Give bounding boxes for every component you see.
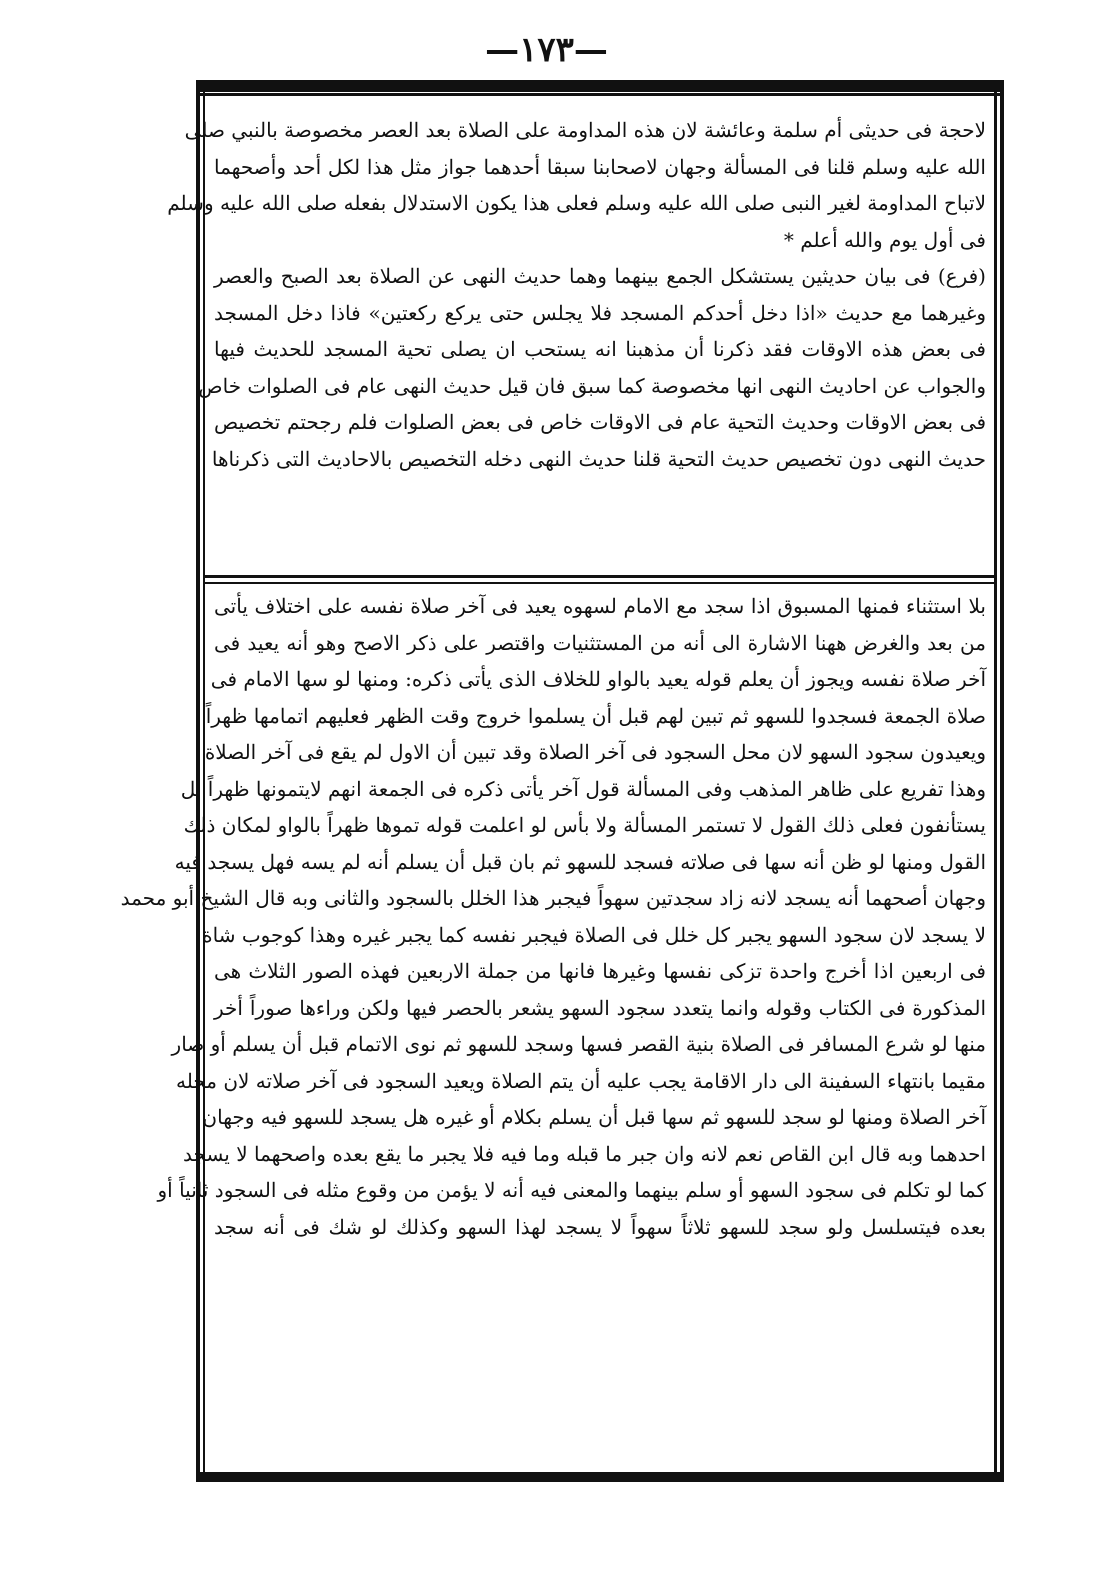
text-line: والجواب عن احاديث النهى انها مخصوصة كما سبق فان قيل حديث النهى عام فى الصلوات خاص — [198, 373, 986, 398]
page-number: —١٧٣— — [485, 30, 608, 70]
frame-bottom-border — [196, 1472, 1004, 1482]
text-line: كما لو تكلم فى سجود السهو أو سلم بينهما والمعنى فيه أنه لا يؤمن من وقوع مثله فى السجود ثانياً أو — [157, 1178, 986, 1202]
text-line: احدهما وبه قال ابن القاص نعم لانه وان جبر ما قبله وما فيه فلا يجبر ما يقع بعده واصحهما لا يسجد — [183, 1141, 986, 1166]
text-line: القول ومنها لو ظن أنه سها فى صلاته فسجد للسهو ثم بان قبل أن يسلم أنه لم يسه فهل يسجد فيه — [174, 849, 986, 874]
text-line: وغيرهما مع حديث «اذا دخل أحدكم المسجد فلا يجلس حتى يركع ركعتين» فاذا دخل المسجد — [214, 300, 986, 325]
text-line: صلاة الجمعة فسجدوا للسهو ثم تبين لهم قبل أن يسلموا خروج وقت الظهر فعليهم اتمامها ظهراً — [205, 703, 986, 728]
text-line: فى اربعين اذا أخرج واحدة تزكى نفسها وغيرها فانها من جملة الاربعين فهذه الصور الثلاث هى — [214, 959, 986, 983]
text-line: (فرع) فى بيان حديثين يستشكل الجمع بينهما وهما حديث النهى عن الصلاة بعد الصبح والعصر — [214, 264, 986, 288]
section-divider-thin — [205, 582, 995, 584]
text-line: آخر الصلاة ومنها لو سجد للسهو ثم سها قبل أن يسلم بكلام أو غيره هل يسجد للسهو فيه وجهان — [202, 1105, 986, 1129]
text-line: يستأنفون فعلى ذلك القول لا تستمر المسألة ولا بأس لو اعلمت قوله تموها ظهراً بالواو لمكان ذلك — [183, 813, 986, 837]
section-divider — [205, 575, 995, 578]
text-line: آخر صلاة نفسه ويجوز أن يعلم قوله يعيد بالواو للخلاف الذى يأتى ذكره: ومنها لو سها الامام فى — [210, 667, 986, 691]
text-line: الله عليه وسلم قلنا فى المسألة وجهان لاصحابنا سبقا أحدهما جواز مثل هذا لكل أحد وأصحهما — [214, 154, 986, 179]
frame-top-border — [196, 80, 1004, 92]
text-line: وهذا تفريع على ظاهر المذهب وفى المسألة قول آخر يأتى ذكره فى الجمعة انهم لايتمونها ظهراً بل — [180, 776, 986, 801]
frame-right-inner-border — [994, 92, 997, 1476]
text-line: لاتباح المداومة لغير النبى صلى الله عليه وسلم فعلى هذا يكون الاستدلال بفعله صلى الله عليه وسلم — [167, 191, 986, 215]
text-line: بلا استثناء فمنها المسبوق اذا سجد مع الامام لسهوه يعيد فى آخر صلاة نفسه على اختلاف يأتى — [214, 594, 986, 618]
text-line: لا يسجد لان سجود السهو يجبر كل خلل فى الصلاة فيجبر نفسه كما يجبر غيره وهذا كوجوب شاة — [202, 922, 986, 947]
text-line: فى أول يوم والله أعلم * — [783, 227, 986, 252]
text-line: فى بعض الاوقات وحديث التحية عام فى الاوقات خاص فى بعض الصلوات فلم رجحتم تخصيص — [214, 410, 986, 434]
text-line: حديث النهى دون تخصيص حديث التحية قلنا حديث النهى دخله التخصيص بالاحاديث التى ذكرناها — [211, 446, 986, 471]
text-line: ويعيدون سجود السهو لان محل السجود فى آخر الصلاة وقد تبين أن الاول لم يقع فى آخر الصلاة — [204, 740, 986, 764]
frame-top-inner-border — [196, 93, 1004, 96]
text-line: وجهان أصحهما أنه يسجد لانه زاد سجدتين سهواً فيجبر هذا الخلل بالسجود والثانى وبه قال الشيخ أبو محمد — [120, 886, 986, 910]
lower-text-block — [120, 588, 986, 1245]
text-line: منها لو شرع المسافر فى الصلاة بنية القصر فسها وسجد للسهو ثم نوى الاتمام قبل أن يسلم أو صار — [171, 1032, 986, 1056]
text-line: من بعد والغرض ههنا الاشارة الى أنه من المستثنيات واقتصر على ذكر الاصح وهو أنه يعيد فى — [214, 630, 986, 655]
text-line: لاحجة فى حديثى أم سلمة وعائشة لان هذه المداومة على الصلاة بعد العصر مخصوصة بالنبي صلى — [184, 118, 986, 142]
text-line: فى بعض هذه الاوقات فقد ذكرنا أن مذهبنا انه يستحب ان يصلى تحية المسجد للحديث فيها — [214, 337, 986, 361]
text-line: المذكورة فى الكتاب وقوله وانما يتعدد سجود السهو يشعر بالحصر فيها ولكن وراءها صوراً أخر — [214, 995, 986, 1020]
text-line: مقيما بانتهاء السفينة الى دار الاقامة يجب عليه أن يتم الصلاة ويعيد السجود فى آخر صلاته لان محله — [176, 1068, 986, 1093]
upper-text-block — [167, 112, 986, 477]
text-line: بعده فيتسلسل ولو سجد للسهو ثلاثاً سهواً لا يسجد لهذا السهو وكذلك لو شك فى أنه سجد — [214, 1214, 986, 1239]
